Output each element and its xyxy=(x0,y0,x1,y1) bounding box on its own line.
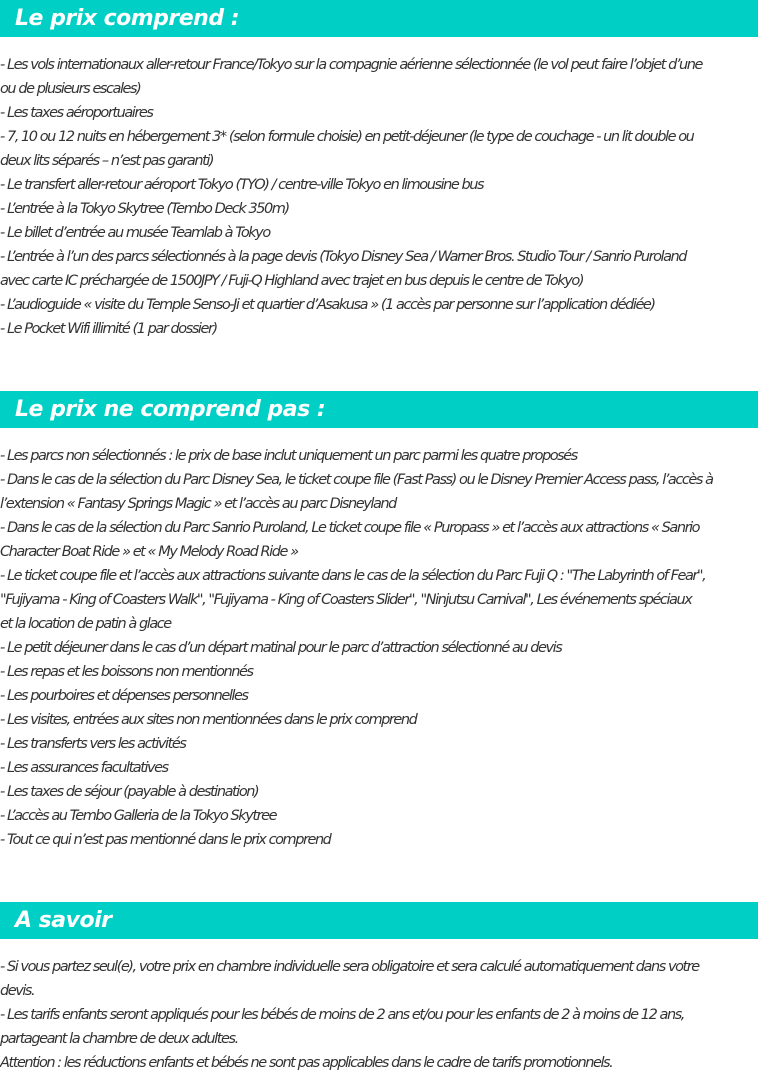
excluded-section-header xyxy=(0,391,758,428)
list-item: et la location de patin à glace xyxy=(0,616,171,632)
list-item: - Le ticket coupe file et l’accès aux attractions suivante dans le cas de la sélection du Parc Fuji Q : "The Labyrinth of Fear", xyxy=(0,568,706,584)
excluded-list xyxy=(0,444,758,852)
list-item: - Les parcs non sélectionnés : le prix de base inclut uniquement un parc parmi les quatre proposés xyxy=(0,448,577,464)
list-item: - Le Pocket Wifi illimité (1 par dossier) xyxy=(0,321,217,337)
list-item: - Le billet d’entrée au musée Teamlab à Tokyo xyxy=(0,225,270,241)
list-item: - Dans le cas de la sélection du Parc Sanrio Puroland, Le ticket coupe file « Puropass » et l’accès aux attractions « Sanrio xyxy=(0,520,700,536)
list-item: - Les transferts vers les activités xyxy=(0,736,186,752)
list-item: - L’accès au Tembo Galleria de la Tokyo Skytree xyxy=(0,808,277,824)
list-item: "Fujiyama - King of Coasters Walk", "Fujiyama - King of Coasters Slider", "Ninjutsu Carnival", Les événements spéciaux xyxy=(0,592,692,608)
list-item: - Les repas et les boissons non mentionnés xyxy=(0,664,253,680)
list-item: - Si vous partez seul(e), votre prix en chambre individuelle sera obligatoire et sera calculé automatiquement dans votre xyxy=(0,959,699,975)
list-item: - Les assurances facultatives xyxy=(0,760,168,776)
list-item: avec carte IC préchargée de 1500JPY / Fuji-Q Highland avec trajet en bus depuis le centre de Tokyo) xyxy=(0,273,584,289)
info-section-title: A savoir xyxy=(15,908,112,933)
list-item: - Le petit déjeuner dans le cas d’un départ matinal pour le parc d’attraction sélectionné au devis xyxy=(0,640,562,656)
list-item: Character Boat Ride » et « My Melody Road Ride » xyxy=(0,544,298,560)
list-item: - Les visites, entrées aux sites non mentionnées dans le prix comprend xyxy=(0,712,417,728)
list-item: - 7, 10 ou 12 nuits en hébergement 3* (selon formule choisie) en petit-déjeuner (le type de couchage - un lit double ou xyxy=(0,129,694,145)
list-item: - Les taxes aéroportuaires xyxy=(0,105,153,121)
list-item: - L’entrée à l’un des parcs sélectionnés à la page devis (Tokyo Disney Sea / Warner Bros. Studio Tour / Sanrio Puroland xyxy=(0,249,687,265)
list-item: - Les tarifs enfants seront appliqués pour les bébés de moins de 2 ans et/ou pour les enfants de 2 à moins de 12 ans, xyxy=(0,1007,684,1023)
list-item: - Le transfert aller-retour aéroport Tokyo (TYO) / centre-ville Tokyo en limousine bus xyxy=(0,177,484,193)
list-item: devis. xyxy=(0,983,35,999)
list-item: deux lits séparés – n’est pas garanti) xyxy=(0,153,214,169)
included-section-header xyxy=(0,0,758,37)
list-item: ou de plusieurs escales) xyxy=(0,81,141,97)
list-item: - Les vols internationaux aller-retour France/Tokyo sur la compagnie aérienne sélectionnée (le vol peut faire l’objet d’une xyxy=(0,57,703,73)
excluded-section-title: Le prix ne comprend pas : xyxy=(15,397,326,422)
list-item: - Tout ce qui n’est pas mentionné dans le prix comprend xyxy=(0,832,331,848)
list-item: - L’audioguide « visite du Temple Senso-Ji et quartier d’Asakusa » (1 accès par personne sur l’application dédiée) xyxy=(0,297,655,313)
list-item: - Les taxes de séjour (payable à destination) xyxy=(0,784,259,800)
info-section-header xyxy=(0,902,758,939)
list-item: - Dans le cas de la sélection du Parc Disney Sea, le ticket coupe file (Fast Pass) ou le Disney Premier Access pass, l’accès à xyxy=(0,472,713,488)
info-list xyxy=(0,955,758,1075)
included-section-title: Le prix comprend : xyxy=(15,6,240,31)
list-item: - Les pourboires et dépenses personnelles xyxy=(0,688,248,704)
list-item: l’extension « Fantasy Springs Magic » et l’accès au parc Disneyland xyxy=(0,496,396,512)
included-list xyxy=(0,53,758,341)
list-item: - L’entrée à la Tokyo Skytree (Tembo Deck 350m) xyxy=(0,201,289,217)
list-item: Attention : les réductions enfants et bébés ne sont pas applicables dans le cadre de tarifs promotionnels. xyxy=(0,1055,613,1071)
list-item: partageant la chambre de deux adultes. xyxy=(0,1031,238,1047)
